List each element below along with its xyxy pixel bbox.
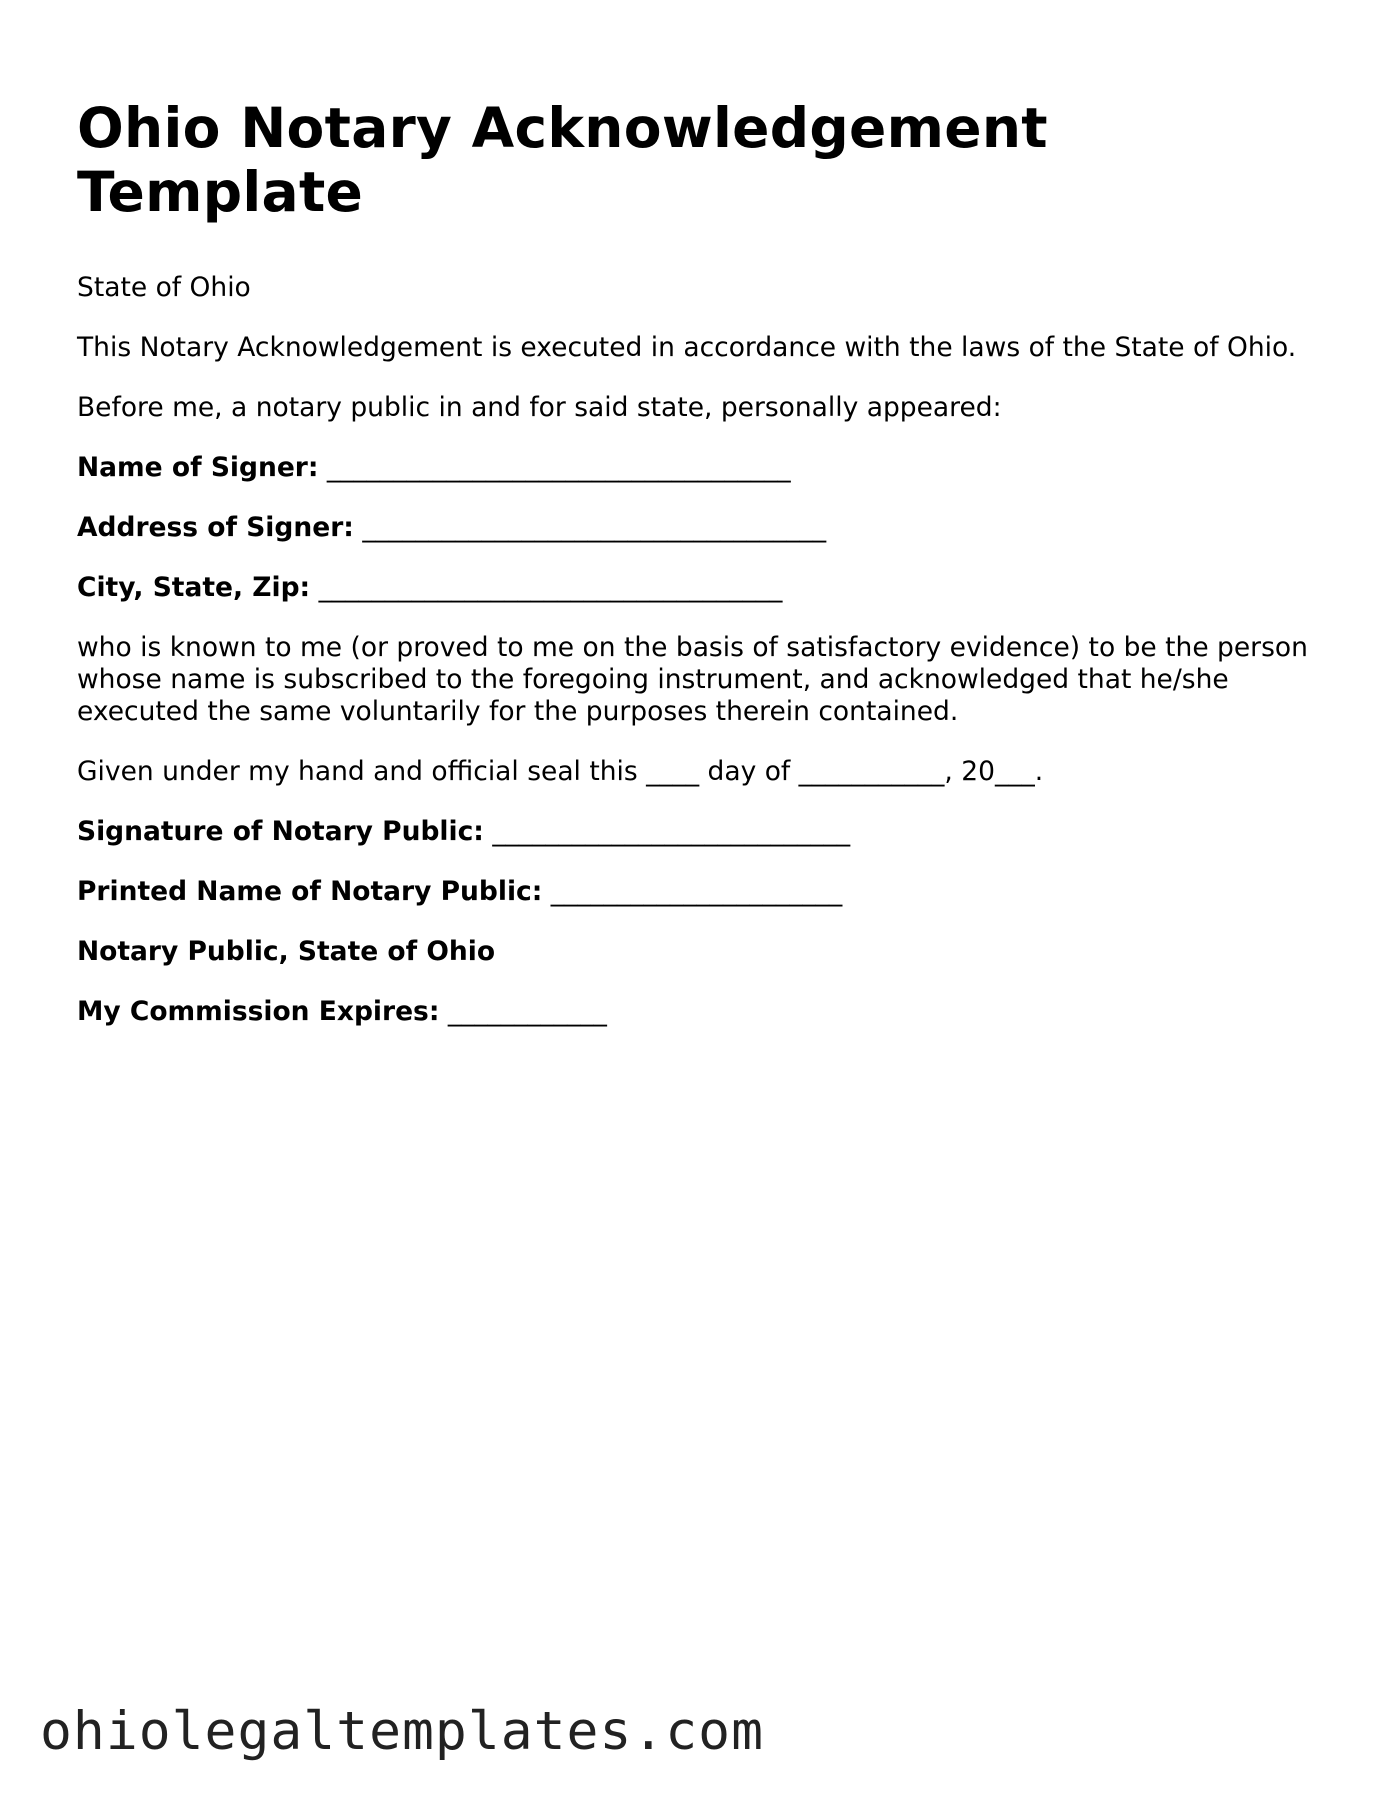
- commission-expires-field: [77, 996, 1317, 1028]
- city-state-zip-label: City, State, Zip:: [77, 572, 311, 603]
- name-of-signer-label: Name of Signer:: [77, 452, 319, 483]
- known-to-me-paragraph: who is known to me (or proved to me on the basis of satisfactory evidence) to be the person whose name is subscribed to the foregoing instrument, and acknowledged that he/she executed the same voluntarily for the purposes therein contained.: [77, 632, 1308, 727]
- signature-of-notary-field: [77, 816, 1317, 848]
- address-of-signer-label: Address of Signer:: [77, 512, 354, 543]
- city-state-zip-blank: ___________________________________: [318, 572, 783, 603]
- site-watermark: ohiolegaltemplates.com: [40, 1701, 764, 1762]
- address-of-signer-field: [77, 512, 1317, 544]
- printed-name-of-notary-blank: ______________________: [550, 876, 843, 907]
- city-state-zip-field: [77, 572, 1317, 604]
- document-title-line1: Ohio Notary Acknowledgement: [77, 96, 1048, 160]
- commission-expires-label: My Commission Expires:: [77, 996, 440, 1027]
- given-under-paragraph: Given under my hand and official seal this ____ day of ___________, 20___.: [77, 756, 1044, 787]
- name-of-signer-blank: ___________________________________: [326, 452, 791, 483]
- address-of-signer-blank: ___________________________________: [362, 512, 827, 543]
- document-page: [77, 96, 1317, 1056]
- printed-name-of-notary-field: [77, 876, 1317, 908]
- printed-name-of-notary-label: Printed Name of Notary Public:: [77, 876, 543, 907]
- signature-of-notary-label: Signature of Notary Public:: [77, 816, 484, 847]
- document-title-line2: Template: [77, 160, 364, 224]
- intro-paragraph: This Notary Acknowledgement is executed in accordance with the laws of the State of Ohio.: [77, 332, 1297, 363]
- before-me-paragraph: Before me, a notary public in and for said state, personally appeared:: [77, 392, 1002, 423]
- document-title: [77, 96, 1317, 224]
- signature-of-notary-blank: ___________________________: [492, 816, 851, 847]
- notary-state-line: Notary Public, State of Ohio: [77, 936, 496, 967]
- state-line: State of Ohio: [77, 272, 251, 303]
- commission-expires-blank: ____________: [447, 996, 607, 1027]
- name-of-signer-field: [77, 452, 1317, 484]
